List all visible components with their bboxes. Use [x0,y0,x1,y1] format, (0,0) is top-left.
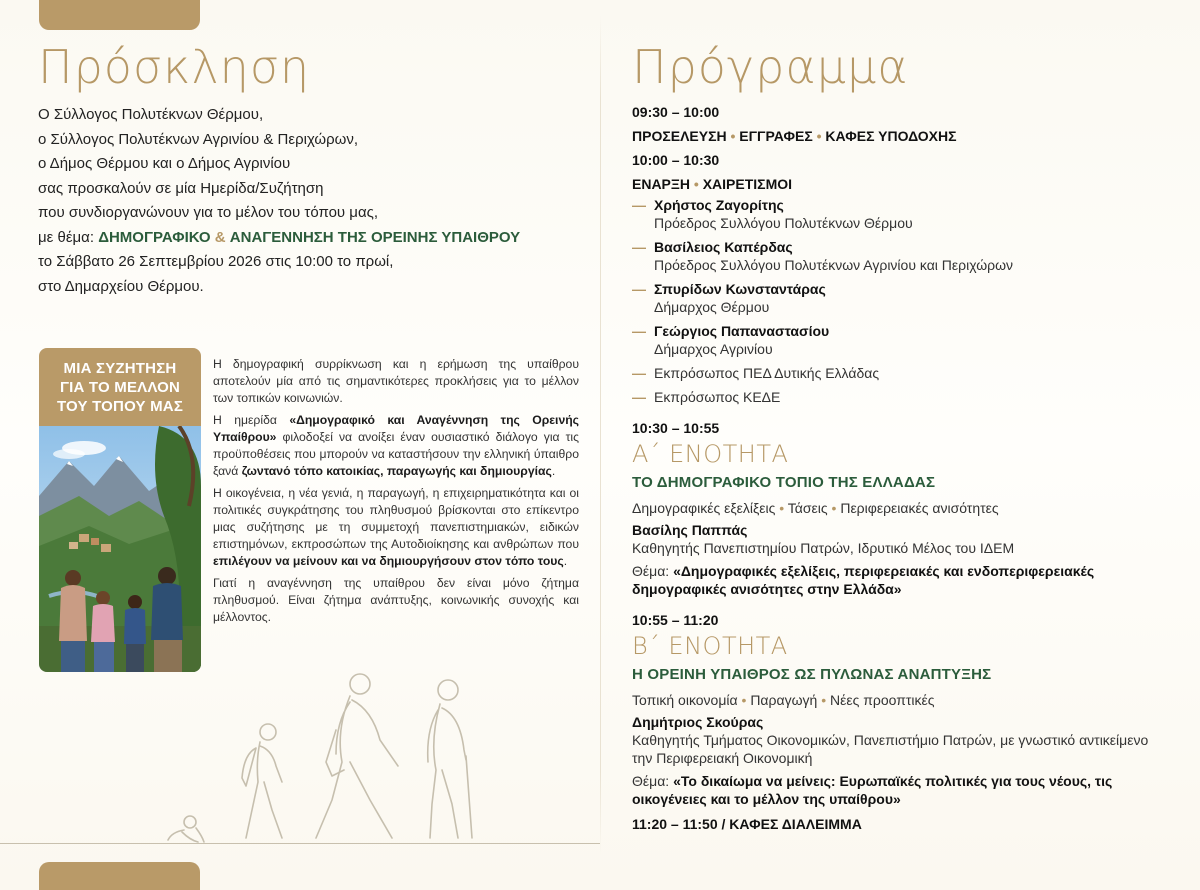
inviter-line: ο Δήμος Θέρμου και ο Δήμος Αγρινίου [38,155,291,172]
text-span: Η ημερίδα [213,413,290,427]
heading-part: ΧΑΙΡΕΤΙΣΜΟΙ [702,176,793,192]
heading-part: ΠΡΟΣΕΛΕΥΣΗ [632,128,727,144]
speaker-role: Δήμαρχος Θέρμου [654,299,770,315]
section-a-title: ΤΟ ΔΗΜΟΓΡΑΦΙΚΟ ΤΟΠΙΟ ΤΗΣ ΕΛΛΑΔΑΣ [632,474,936,491]
topic: Δημογραφικές εξελίξεις [632,500,776,516]
text-span: . [551,464,556,478]
bullet-dot: • [693,176,699,192]
theme-text: «Το δικαίωμα να μείνεις: Ευρωπαϊκές πολιτικές για τους νέους, τις οικογένειες και το μέλλον της υπαίθρου» [632,773,1113,807]
topic: Νέες προοπτικές [829,692,935,708]
speaker-entry [632,238,1172,274]
theme-text: «Δημογραφικές εξελίξεις, περιφερειακές και ενδοπεριφερειακές δημογραφικές ανισότητες στην Ελλάδα» [632,563,1095,597]
section-a-topics [632,499,1172,517]
paragraph-2 [213,412,579,480]
section-a-speaker-role: Καθηγητής Πανεπιστημίου Πατρών, Ιδρυτικό Μέλος του ΙΔΕΜ [632,540,1015,556]
card-heading [39,348,201,426]
speaker-role: Πρόεδρος Συλλόγου Πολυτέκνων Αγρινίου και Περιχώρων [654,257,1014,273]
speaker-role: Πρόεδρος Συλλόγου Πολυτέκνων Θέρμου [654,215,913,231]
adult-figure [316,674,398,838]
representative-entry [632,388,1172,406]
topic: Παραγωγή [750,692,818,708]
section-a-theme [632,562,1172,598]
heading-part: ΕΝΑΡΞΗ [632,176,691,192]
representative-entry [632,364,1172,382]
emphasis-text: επιλέγουν να μείνουν και να δημιουργήσουν στον τόπο τους [213,554,564,568]
place-line: στο Δημαρχείου Θέρμου. [38,277,204,295]
speaker-role: Δήμαρχος Αγρινίου [654,341,773,357]
card-line-3: ΤΟΥ ΤΟΠΟΥ ΜΑΣ [56,397,184,415]
topic: Τάσεις [787,500,828,516]
theme-line [38,226,578,251]
top-tab-decoration [39,0,200,30]
mountain-village-family-image [39,426,201,672]
bullet-dot: • [741,692,747,708]
dash-marker: — [632,281,646,297]
text-span: . [563,554,568,568]
speaker-name: Γεώργιος Παπαναστασίου [654,323,830,339]
speaker-name: Χρήστος Ζαγορίτης [654,197,784,213]
inviter-line: ο Σύλλογος Πολυτέκνων Αγρινίου & Περιχώρων, [38,130,359,148]
theme-ampersand: & [214,228,226,246]
theme-label: με θέμα: [38,228,99,246]
bullet-dot: • [816,128,822,144]
date-line: το Σάββατο 26 Σεπτεμβρίου 2026 στις 10:00 το πρωί, [38,253,394,270]
program-title: Πρόγραμμα [632,40,909,94]
paragraph-4: Γιατί η αναγέννηση της υπαίθρου δεν είναι μόνο ζήτημα πληθυσμού. Είναι ζήτημα ανάπτυξης, κοινωνικής συνοχής και μέλλοντος. [213,576,579,624]
baby-figure [168,816,204,842]
time-slot: 09:30 – 10:00 [632,104,720,120]
bottom-tab-decoration [39,862,200,890]
bullet-dot: • [821,692,827,708]
text-span: φιλοδοξεί να ανοίξει έναν ουσιαστικό διάλογο για τις προϋποθέσεις που μπορούν να καταστήσουν την ελληνική ύπαιθρο ξανά [213,430,579,478]
dash-marker: — [632,389,646,405]
time-slot: 10:55 – 11:20 [632,612,719,628]
bullet-dot: • [831,500,837,516]
walking-generations-illustration [160,670,480,845]
event-name: «Δημογραφικό και Αναγέννηση της Ορεινής Υπαίθρου» [213,413,579,444]
paragraph-3 [213,485,579,570]
description-text [213,356,579,631]
speaker-entry [632,196,1172,232]
speaker-entry [632,322,1172,358]
dash-marker: — [632,323,646,339]
section-b-label: Β΄ ΕΝΟΤΗΤΑ [632,632,788,660]
session-heading [632,172,1172,196]
child-figure [242,724,282,838]
card-line-1: ΜΙΑ ΣΥΖΗΤΗΣΗ [63,359,177,377]
theme-label: Θέμα: [632,773,674,789]
dash-marker: — [632,197,646,213]
invitation-title: Πρόσκληση [38,40,311,94]
theme-part-1: ΔΗΜΟΓΡΑΦΙΚΟ [98,228,211,246]
topic: Τοπική οικονομία [632,692,738,708]
program-schedule [632,100,1172,836]
bullet-dot: • [779,500,785,516]
section-b-speaker-role: Καθηγητής Τμήματος Οικονομικών, Πανεπιστήμιο Πατρών, με γνωστικό αντικείμενο την Περιφερειακή Οικονομική [632,732,1149,766]
inviter-line: σας προσκαλούν σε μία Ημερίδα/Συζήτηση [38,179,324,197]
topic: Περιφερειακές ανισότητες [840,500,999,516]
section-a-label: Α΄ ΕΝΟΤΗΤΑ [632,440,789,468]
speaker-entry [632,280,1172,316]
time-slot: 10:00 – 10:30 [632,152,720,168]
heading-part: ΚΑΦΕΣ ΥΠΟΔΟΧΗΣ [825,128,957,144]
section-b-title: Η ΟΡΕΙΝΗ ΥΠΑΙΘΡΟΣ ΩΣ ΠΥΛΩΝΑΣ ΑΝΑΠΤΥΞΗΣ [632,666,992,683]
center-fold [600,15,601,855]
section-b-topics [632,691,1172,709]
section-a-speaker: Βασίλης Παππάς [632,522,748,538]
inviter-line: Ο Σύλλογος Πολυτέκνων Θέρμου, [38,106,264,123]
speaker-name: Σπυρίδων Κωνσταντάρας [654,281,826,297]
time-slot: 10:30 – 10:55 [632,420,720,436]
coffee-break: 11:20 – 11:50 / ΚΑΦΕΣ ΔΙΑΛΕΙΜΜΑ [632,816,862,832]
baseline-rule [0,843,600,844]
theme-part-2: ΑΝΑΓΕΝΝΗΣΗ ΤΗΣ ΟΡΕΙΝΗΣ ΥΠΑΙΘΡΟΥ [229,228,521,246]
text-span: Η οικογένεια, η νέα γενιά, η παραγωγή, η επιχειρηματικότητα και οι πολιτικές συγκράτησης του πληθυσμού βρίσκονται στο επίκεντρο μιας συζήτησης με τη συμμετοχή πανεπιστημιακών, ειδικών επιστημόνων, εκπροσώπων της Αυτοδιοίκησης και ανθρώπων που [213,486,579,551]
bullet-dot: • [730,128,736,144]
representative-name: Εκπρόσωπος ΚΕΔΕ [654,389,781,405]
paragraph-1: Η δημογραφική συρρίκνωση και η ερήμωση της υπαίθρου αποτελούν μία από τις σημαντικότερες προκλήσεις για το μέλλον των τοπικών κοινωνιών. [213,357,579,405]
dash-marker: — [632,365,646,381]
inviter-line: που συνδιοργανώνουν για το μέλον του τόπου μας, [38,204,379,221]
representative-name: Εκπρόσωπος ΠΕΔ Δυτικής Ελλάδας [654,365,880,381]
dash-marker: — [632,239,646,255]
heading-part: ΕΓΓΡΑΦΕΣ [739,128,813,144]
elder-figure [428,680,472,838]
theme-label: Θέμα: [632,563,674,579]
discussion-card [39,348,201,672]
section-b-speaker: Δημήτριος Σκούρας [632,714,764,730]
speaker-name: Βασίλειος Καπέρδας [654,239,793,255]
section-b-theme [632,772,1172,808]
emphasis-text: ζωντανό τόπο κατοικίας, παραγωγής και δημιουργίας [241,464,552,478]
card-line-2: ΓΙΑ ΤΟ ΜΕΛΛΟΝ [59,378,181,396]
invitation-text [38,103,578,299]
session-heading [632,124,1172,148]
